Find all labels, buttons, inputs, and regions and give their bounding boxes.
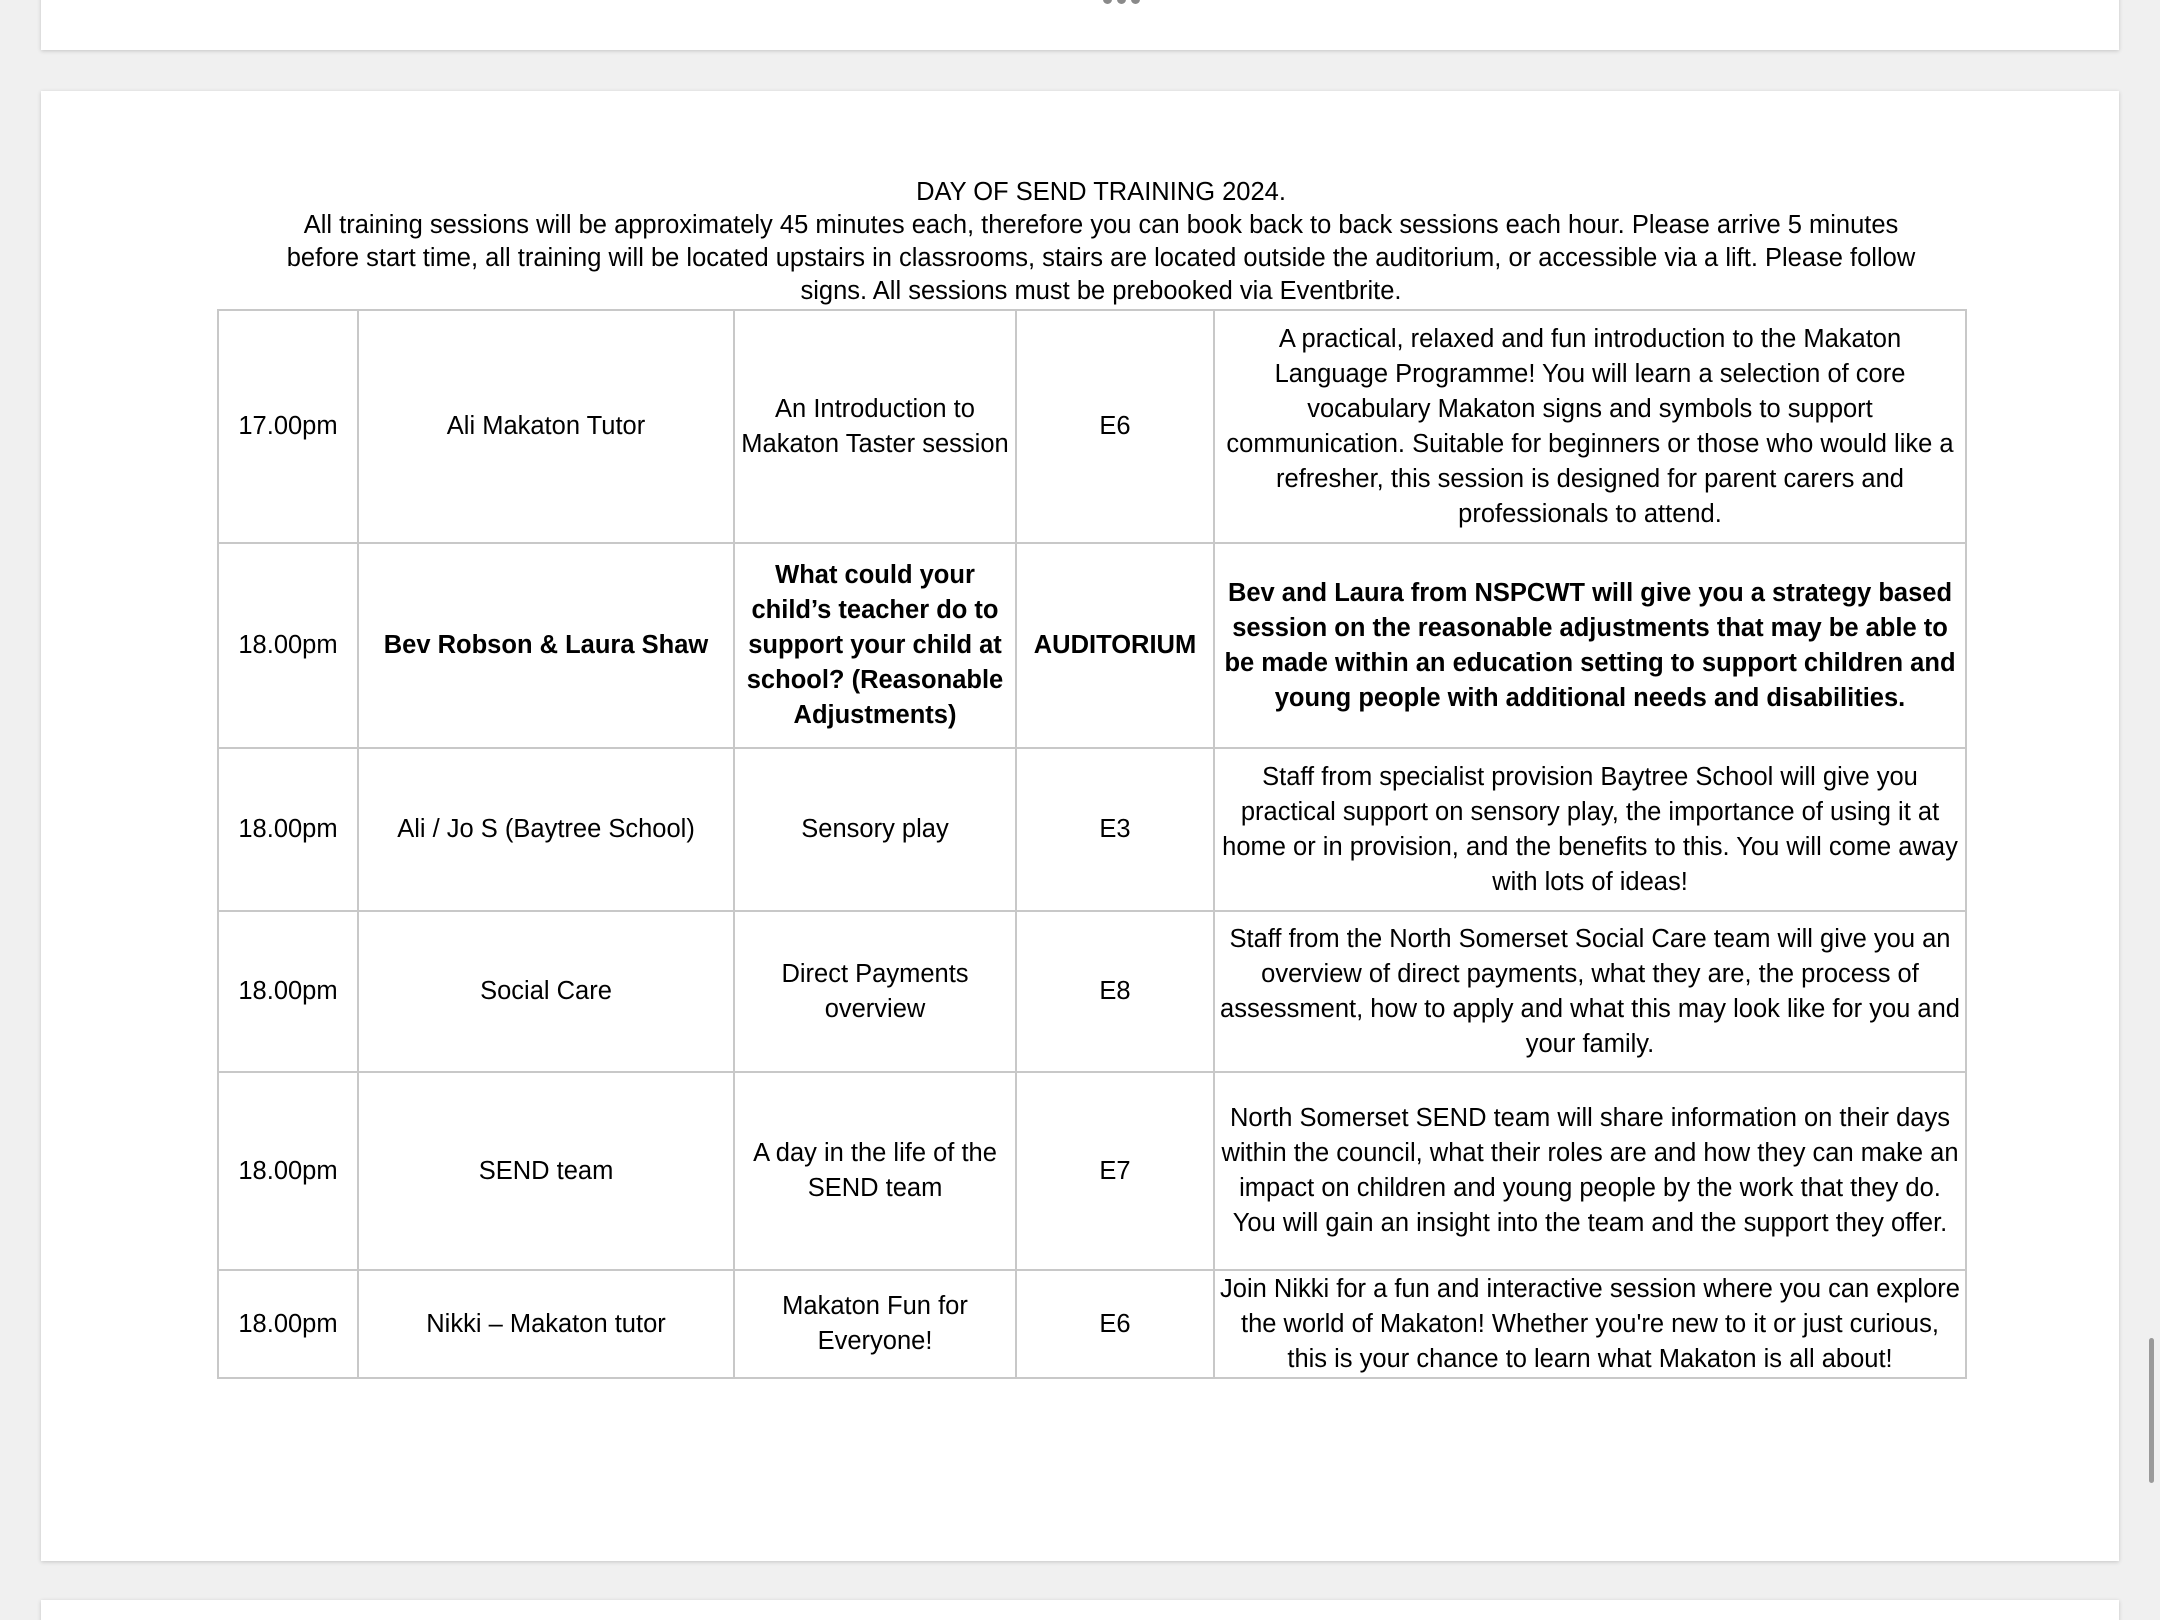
- session-title: What could your child’s teacher do to support your child at school? (Reasonable Adjustments): [734, 543, 1016, 748]
- session-presenter: SEND team: [358, 1072, 734, 1270]
- table-row: [218, 310, 1966, 543]
- session-description: Staff from the North Somerset Social Care team will give you an overview of direct payments, what they are, the process of assessment, how to apply and what this may look like for you and your family.: [1214, 911, 1966, 1072]
- session-room: E3: [1016, 748, 1214, 911]
- session-title: Sensory play: [734, 748, 1016, 911]
- previous-page: [41, 0, 2119, 50]
- document-header: [261, 176, 1941, 308]
- table-row: [218, 1072, 1966, 1270]
- session-room: AUDITORIUM: [1016, 543, 1214, 748]
- sessions-table: [217, 309, 1967, 1379]
- session-presenter: Ali / Jo S (Baytree School): [358, 748, 734, 911]
- session-time: 18.00pm: [218, 543, 358, 748]
- session-presenter: Ali Makaton Tutor: [358, 310, 734, 543]
- table-row: [218, 1270, 1966, 1378]
- session-title: A day in the life of the SEND team: [734, 1072, 1016, 1270]
- more-options-icon[interactable]: [1091, 0, 1151, 10]
- session-presenter: Nikki – Makaton tutor: [358, 1270, 734, 1378]
- session-time: 17.00pm: [218, 310, 358, 543]
- session-presenter: Bev Robson & Laura Shaw: [358, 543, 734, 748]
- session-room: E6: [1016, 310, 1214, 543]
- session-presenter: Social Care: [358, 911, 734, 1072]
- session-time: 18.00pm: [218, 1072, 358, 1270]
- session-time: 18.00pm: [218, 1270, 358, 1378]
- session-description: North Somerset SEND team will share information on their days within the council, what their roles are and how they can make an impact on children and young people by the work that they do. You will gain an insight into the team and the support they offer.: [1214, 1072, 1966, 1270]
- session-room: E6: [1016, 1270, 1214, 1378]
- next-page: [41, 1600, 2119, 1620]
- session-description: Bev and Laura from NSPCWT will give you a strategy based session on the reasonable adjustments that may be able to be made within an education setting to support children and young people with additional needs and disabilities.: [1214, 543, 1966, 748]
- document-intro: All training sessions will be approximately 45 minutes each, therefore you can book back to back sessions each hour. Please arrive 5 minutes before start time, all training will be located upstairs in classrooms, stairs are located outside the auditorium, or accessible via a lift. Please follow signs. All sessions must be prebooked via Eventbrite.: [286, 211, 1916, 305]
- table-row: [218, 748, 1966, 911]
- table-row: [218, 543, 1966, 748]
- vertical-scrollbar[interactable]: [2149, 1338, 2154, 1483]
- session-title: Makaton Fun for Everyone!: [734, 1270, 1016, 1378]
- session-description: Staff from specialist provision Baytree School will give you practical support on sensory play, the importance of using it at home or in provision, and the benefits to this. You will come away with lots of ideas!: [1214, 748, 1966, 911]
- session-room: E8: [1016, 911, 1214, 1072]
- session-title: An Introduction to Makaton Taster session: [734, 310, 1016, 543]
- session-room: E7: [1016, 1072, 1214, 1270]
- session-description: Join Nikki for a fun and interactive session where you can explore the world of Makaton! Whether you're new to it or just curious, this is your chance to learn what Makaton is all about!: [1214, 1270, 1966, 1378]
- session-time: 18.00pm: [218, 911, 358, 1072]
- current-page: [41, 91, 2119, 1561]
- session-time: 18.00pm: [218, 748, 358, 911]
- session-description: A practical, relaxed and fun introduction to the Makaton Language Programme! You will learn a selection of core vocabulary Makaton signs and symbols to support communication. Suitable for beginners or those who would like a refresher, this session is designed for parent carers and professionals to attend.: [1214, 310, 1966, 543]
- table-row: [218, 911, 1966, 1072]
- document-title: DAY OF SEND TRAINING 2024.: [916, 178, 1286, 206]
- session-title: Direct Payments overview: [734, 911, 1016, 1072]
